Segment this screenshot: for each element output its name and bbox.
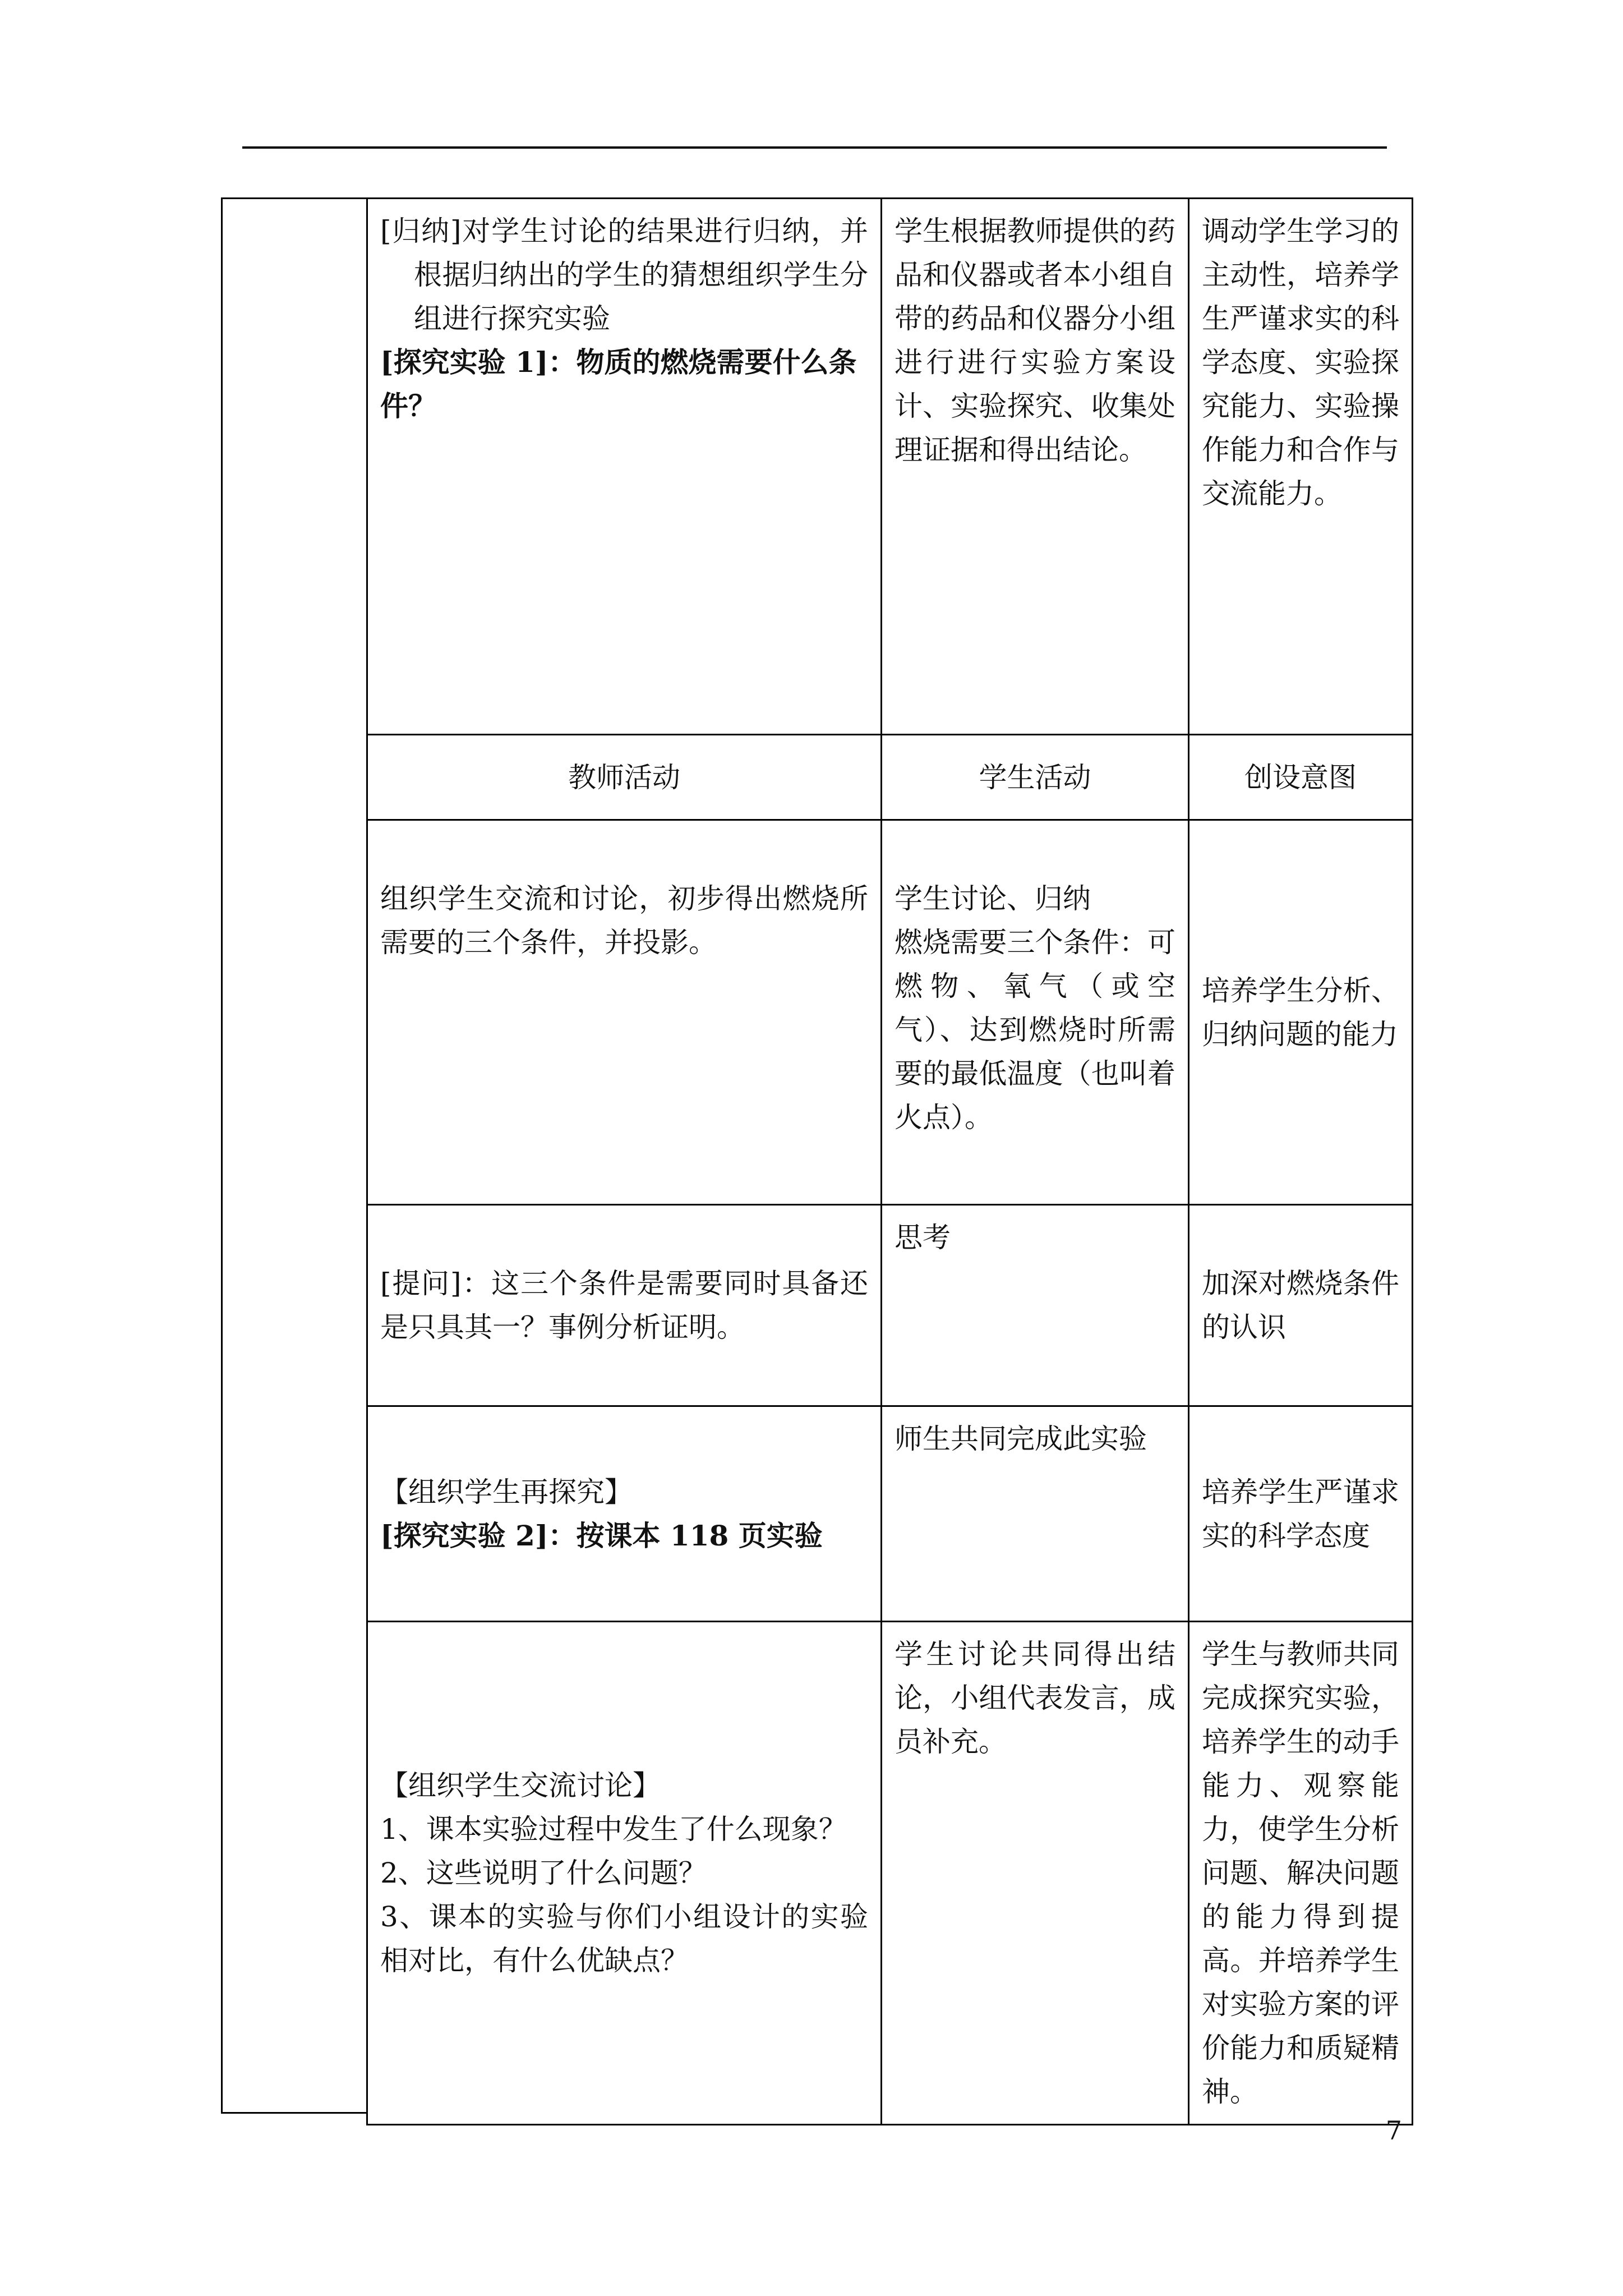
student-activity-cell <box>882 1205 1189 1406</box>
table-row <box>367 1205 1413 1406</box>
left-column-top-border <box>221 197 368 199</box>
student-activity-cell <box>882 1622 1189 2125</box>
discussion-item: 1、课本实验过程中发生了什么现象？ <box>380 1813 847 1846</box>
student-activity-text: 燃烧需要三个条件：可燃物、氧气（或空气）、达到燃烧时所需要的最低温度（也叫着火点）。 <box>895 926 1175 1134</box>
header-teacher-activity: 教师活动 <box>367 735 882 820</box>
left-column-bottom-border <box>221 2112 368 2114</box>
design-intent-cell <box>1189 1406 1413 1622</box>
lesson-plan-table <box>366 197 1413 2125</box>
teacher-activity-cell <box>367 1622 882 2125</box>
teacher-activity-cell <box>367 820 882 1205</box>
left-column-left-border <box>221 197 223 2114</box>
table-row <box>367 1622 1413 2125</box>
header-design-intent: 创设意图 <box>1189 735 1413 820</box>
experiment-2-title: [探究实验 2]：按课本 118 页实验 <box>380 1519 823 1552</box>
design-intent-cell <box>1189 199 1413 735</box>
discussion-item: 3、课本的实验与你们小组设计的实验相对比，有什么优缺点？ <box>380 1901 868 1977</box>
design-intent-cell <box>1189 1622 1413 2125</box>
student-activity-heading: 学生讨论、归纳 <box>895 882 1091 915</box>
design-intent-text: 培养学生分析、归纳问题的能力 <box>1202 974 1399 1051</box>
teacher-summary-text: [归纳]对学生讨论的结果进行归纳，并根据归纳出的学生的猜想组织学生分组进行探究实验 <box>380 215 868 335</box>
experiment-1-title: [探究实验 1]：物质的燃烧需要什么条件？ <box>380 346 857 422</box>
student-activity-text: 思考 <box>895 1221 951 1254</box>
student-activity-cell <box>882 820 1189 1205</box>
table-row <box>367 820 1413 1205</box>
design-intent-text: 学生与教师共同完成探究实验，培养学生的动手能力、观察能力，使学生分析问题、解决问题的能力得到提高。并培养学生对实验方案的评价能力和质疑精神。 <box>1202 1638 1399 2108</box>
design-intent-text: 加深对燃烧条件的认识 <box>1202 1267 1399 1343</box>
design-intent-cell <box>1189 1205 1413 1406</box>
discussion-title: 【组织学生交流讨论】 <box>380 1769 661 1802</box>
student-activity-text: 学生根据教师提供的药品和仪器或者本小组自带的药品和仪器分小组进行进行实验方案设计、实验探究、收集处理证据和得出结论。 <box>895 215 1175 466</box>
teacher-question-text: [提问]：这三个条件是需要同时具备还是只具其一？事例分析证明。 <box>380 1267 868 1343</box>
student-activity-text: 学生讨论共同得出结论，小组代表发言，成员补充。 <box>895 1638 1175 1758</box>
student-activity-text: 师生共同完成此实验 <box>895 1423 1147 1455</box>
student-activity-cell <box>882 1406 1189 1622</box>
table-row <box>367 1406 1413 1622</box>
table-header-row <box>367 735 1413 820</box>
table-row <box>367 199 1413 735</box>
teacher-reexplore-title: 【组织学生再探究】 <box>380 1475 633 1508</box>
student-activity-cell <box>882 199 1189 735</box>
design-intent-cell <box>1189 820 1413 1205</box>
teacher-activity-cell <box>367 1205 882 1406</box>
teacher-activity-cell <box>367 1406 882 1622</box>
design-intent-text: 调动学生学习的主动性，培养学生严谨求实的科学态度、实验探究能力、实验操作能力和合作与交流能力。 <box>1202 215 1399 510</box>
teacher-activity-cell <box>367 199 882 735</box>
page-number: 7 <box>1385 2115 1402 2146</box>
header-student-activity: 学生活动 <box>882 735 1189 820</box>
header-rule <box>242 146 1387 149</box>
discussion-item: 2、这些说明了什么问题？ <box>380 1857 707 1889</box>
design-intent-text: 培养学生严谨求实的科学态度 <box>1202 1475 1399 1552</box>
teacher-activity-text: 组织学生交流和讨论，初步得出燃烧所需要的三个条件，并投影。 <box>380 882 868 959</box>
